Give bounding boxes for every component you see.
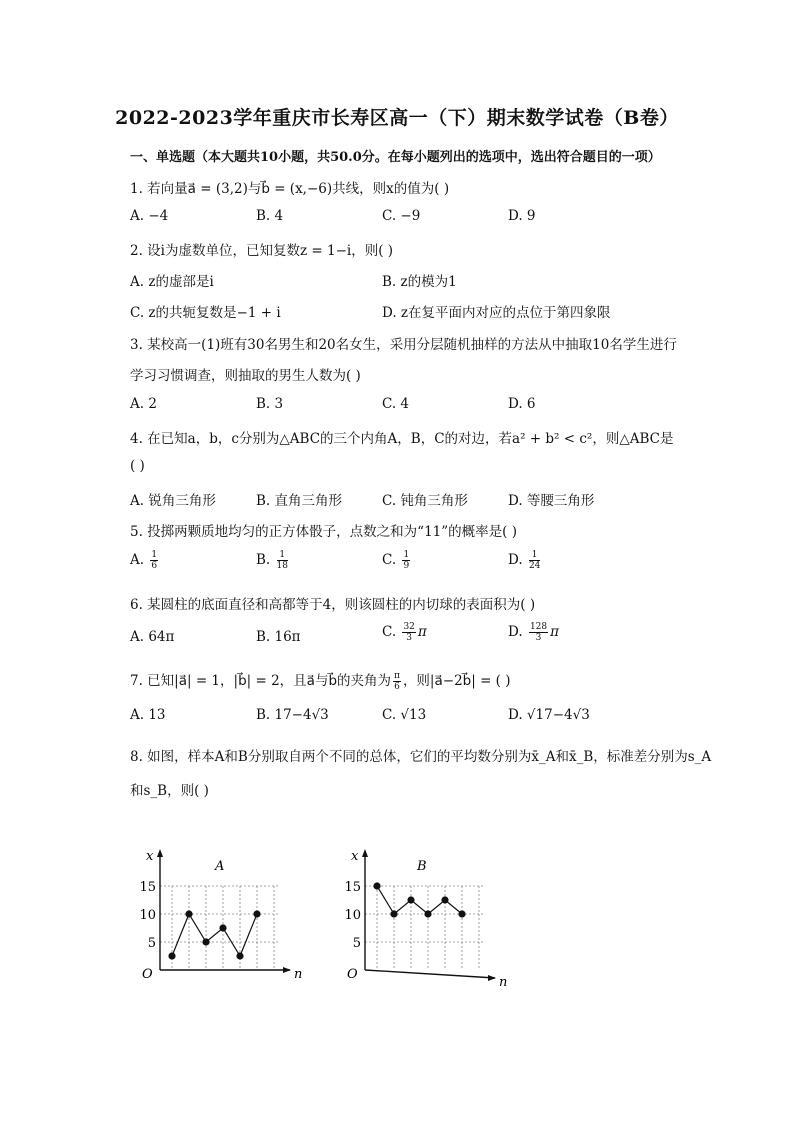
numerator: 1 [151, 550, 158, 560]
question-1-stem: 1. 若向量a⃗ = (3,2)与b⃗ = (x,−6)共线，则x的值为( ) [130, 181, 450, 197]
numerator: 1 [277, 550, 288, 561]
fraction [277, 550, 288, 571]
stem-part-1: 7. 已知|a⃗| = 1，|b⃗| = 2，且a⃗与b⃗的夹角为 [130, 673, 392, 689]
y-axis-arrow [157, 849, 163, 857]
fraction [529, 550, 540, 571]
pi-symbol: π [550, 624, 559, 640]
question-3-option-d: D. 6 [508, 396, 536, 412]
y-axis-label: x [351, 849, 359, 864]
option-label: C. [382, 624, 397, 640]
denominator: 6 [394, 682, 400, 692]
page-title: 2022-2023学年重庆市长寿区高一（下）期末数学试卷（B卷） [115, 107, 679, 129]
option-label: C. [382, 552, 397, 568]
question-3-option-c: C. 4 [382, 396, 410, 412]
question-4-option-b: B. 直角三角形 [256, 493, 343, 509]
question-5-option-a [130, 550, 160, 571]
question-6-option-d [508, 622, 559, 643]
fraction [402, 550, 410, 571]
question-8-stem-line1: 8. 如图，样本A和B分别取自两个不同的总体，它们的平均数分别为x̄_A和x̄_B，标准差分别为s_A [130, 749, 712, 765]
question-2-stem: 2. 设i为虚数单位，已知复数z = 1−i，则( ) [130, 243, 394, 259]
question-6-option-b: B. 16π [256, 629, 301, 645]
data-point [441, 896, 448, 903]
option-label: A. [130, 552, 145, 568]
question-7-option-c: C. √13 [382, 707, 427, 723]
fraction [150, 550, 158, 571]
section-header: 一、单选题（本大题共10小题，共50.0分。在每小题列出的选项中，选出符合题目的一项） [130, 150, 661, 165]
chart-title: A [215, 859, 225, 874]
y-tick-label: 10 [344, 908, 361, 923]
question-1-option-b: B. 4 [256, 208, 284, 224]
question-4-option-d: D. 等腰三角形 [508, 493, 595, 509]
fraction [402, 622, 415, 643]
question-7-option-a: A. 13 [130, 707, 166, 723]
data-point [202, 938, 209, 945]
fraction [529, 622, 548, 643]
y-tick-label: 5 [352, 936, 361, 951]
y-tick-label: 5 [147, 936, 156, 951]
question-4-stem-line2: ( ) [130, 458, 145, 474]
denominator: 9 [403, 561, 410, 571]
question-1-option-c: C. −9 [382, 208, 421, 224]
denominator: 3 [535, 633, 542, 643]
data-point [219, 924, 226, 931]
data-point [458, 910, 465, 917]
fraction [393, 671, 401, 692]
data-point [253, 910, 260, 917]
data-point [407, 896, 414, 903]
denominator: 6 [151, 561, 158, 571]
numerator: π [394, 671, 400, 681]
y-tick-label: 10 [139, 908, 156, 923]
question-4-option-a: A. 锐角三角形 [130, 493, 216, 509]
question-5-stem: 5. 投掷两颗质地均匀的正方体骰子，点数之和为“11”的概率是( ) [130, 524, 517, 540]
question-8-stem-line2: 和s_B，则( ) [130, 783, 209, 799]
data-point [185, 910, 192, 917]
x-axis-label: n [294, 967, 303, 982]
question-6-stem: 6. 某圆柱的底面直径和高都等于4，则该圆柱的内切球的表面积为( ) [130, 597, 536, 613]
chart-a [130, 840, 310, 990]
y-tick-label: 15 [344, 880, 361, 895]
data-point [373, 882, 380, 889]
numerator: 32 [403, 622, 415, 632]
x-axis [365, 970, 495, 978]
option-label: D. [508, 624, 523, 640]
question-4-option-c: C. 钝角三角形 [382, 493, 468, 509]
numerator: 1 [529, 550, 540, 561]
y-axis-label: x [146, 849, 154, 864]
question-2-option-b: B. z的模为1 [382, 274, 457, 290]
question-3-option-b: B. 3 [256, 396, 284, 412]
x-axis-label: n [499, 975, 508, 990]
question-5-option-d [508, 550, 542, 571]
question-7-option-b: B. 17−4√3 [256, 707, 329, 723]
data-point [424, 910, 431, 917]
question-2-option-d: D. z在复平面内对应的点位于第四象限 [382, 305, 611, 321]
denominator: 18 [276, 561, 288, 571]
question-1-option-d: D. 9 [508, 208, 536, 224]
question-3-stem-line1: 3. 某校高一(1)班有30名男生和20名女生，采用分层随机抽样的方法从中抽取10名学生进行 [130, 337, 677, 353]
question-2-option-c: C. z的共轭复数是−1 + i [130, 305, 281, 321]
y-axis-arrow [362, 849, 368, 857]
question-1-option-a: A. −4 [130, 208, 169, 224]
origin-label: O [142, 967, 153, 982]
origin-label: O [347, 967, 358, 982]
question-6-option-a: A. 64π [130, 629, 175, 645]
option-label: D. [508, 552, 523, 568]
chart-b [335, 840, 515, 990]
denominator: 3 [406, 633, 413, 643]
x-axis-arrow [283, 967, 291, 973]
denominator: 24 [528, 561, 541, 571]
stem-part-2: ，则|a⃗−2b⃗| = ( ) [402, 673, 511, 689]
chart-title: B [417, 859, 427, 874]
series-line [377, 886, 462, 914]
question-6-option-c [382, 622, 427, 643]
question-3-stem-line2: 学习习惯调查，则抽取的男生人数为( ) [130, 368, 361, 384]
option-label: B. [256, 552, 271, 568]
y-tick-label: 15 [139, 880, 156, 895]
numerator: 1 [403, 550, 410, 560]
data-point [168, 952, 175, 959]
x-axis-arrow [488, 975, 496, 981]
question-5-option-b [256, 550, 290, 571]
question-7-stem [130, 669, 511, 692]
question-3-option-a: A. 2 [130, 396, 157, 412]
numerator: 128 [529, 622, 548, 632]
question-2-option-a: A. z的虚部是i [130, 274, 214, 290]
question-7-option-d: D. √17−4√3 [508, 707, 590, 723]
question-4-stem-line1: 4. 在已知a，b，c分别为△ABC的三个内角A，B，C的对边，若a² + b² < c²，则△ABC是 [130, 431, 674, 447]
data-point [390, 910, 397, 917]
data-point [236, 952, 243, 959]
series-line [172, 914, 257, 956]
question-5-option-c [382, 550, 412, 571]
pi-symbol: π [417, 624, 427, 640]
